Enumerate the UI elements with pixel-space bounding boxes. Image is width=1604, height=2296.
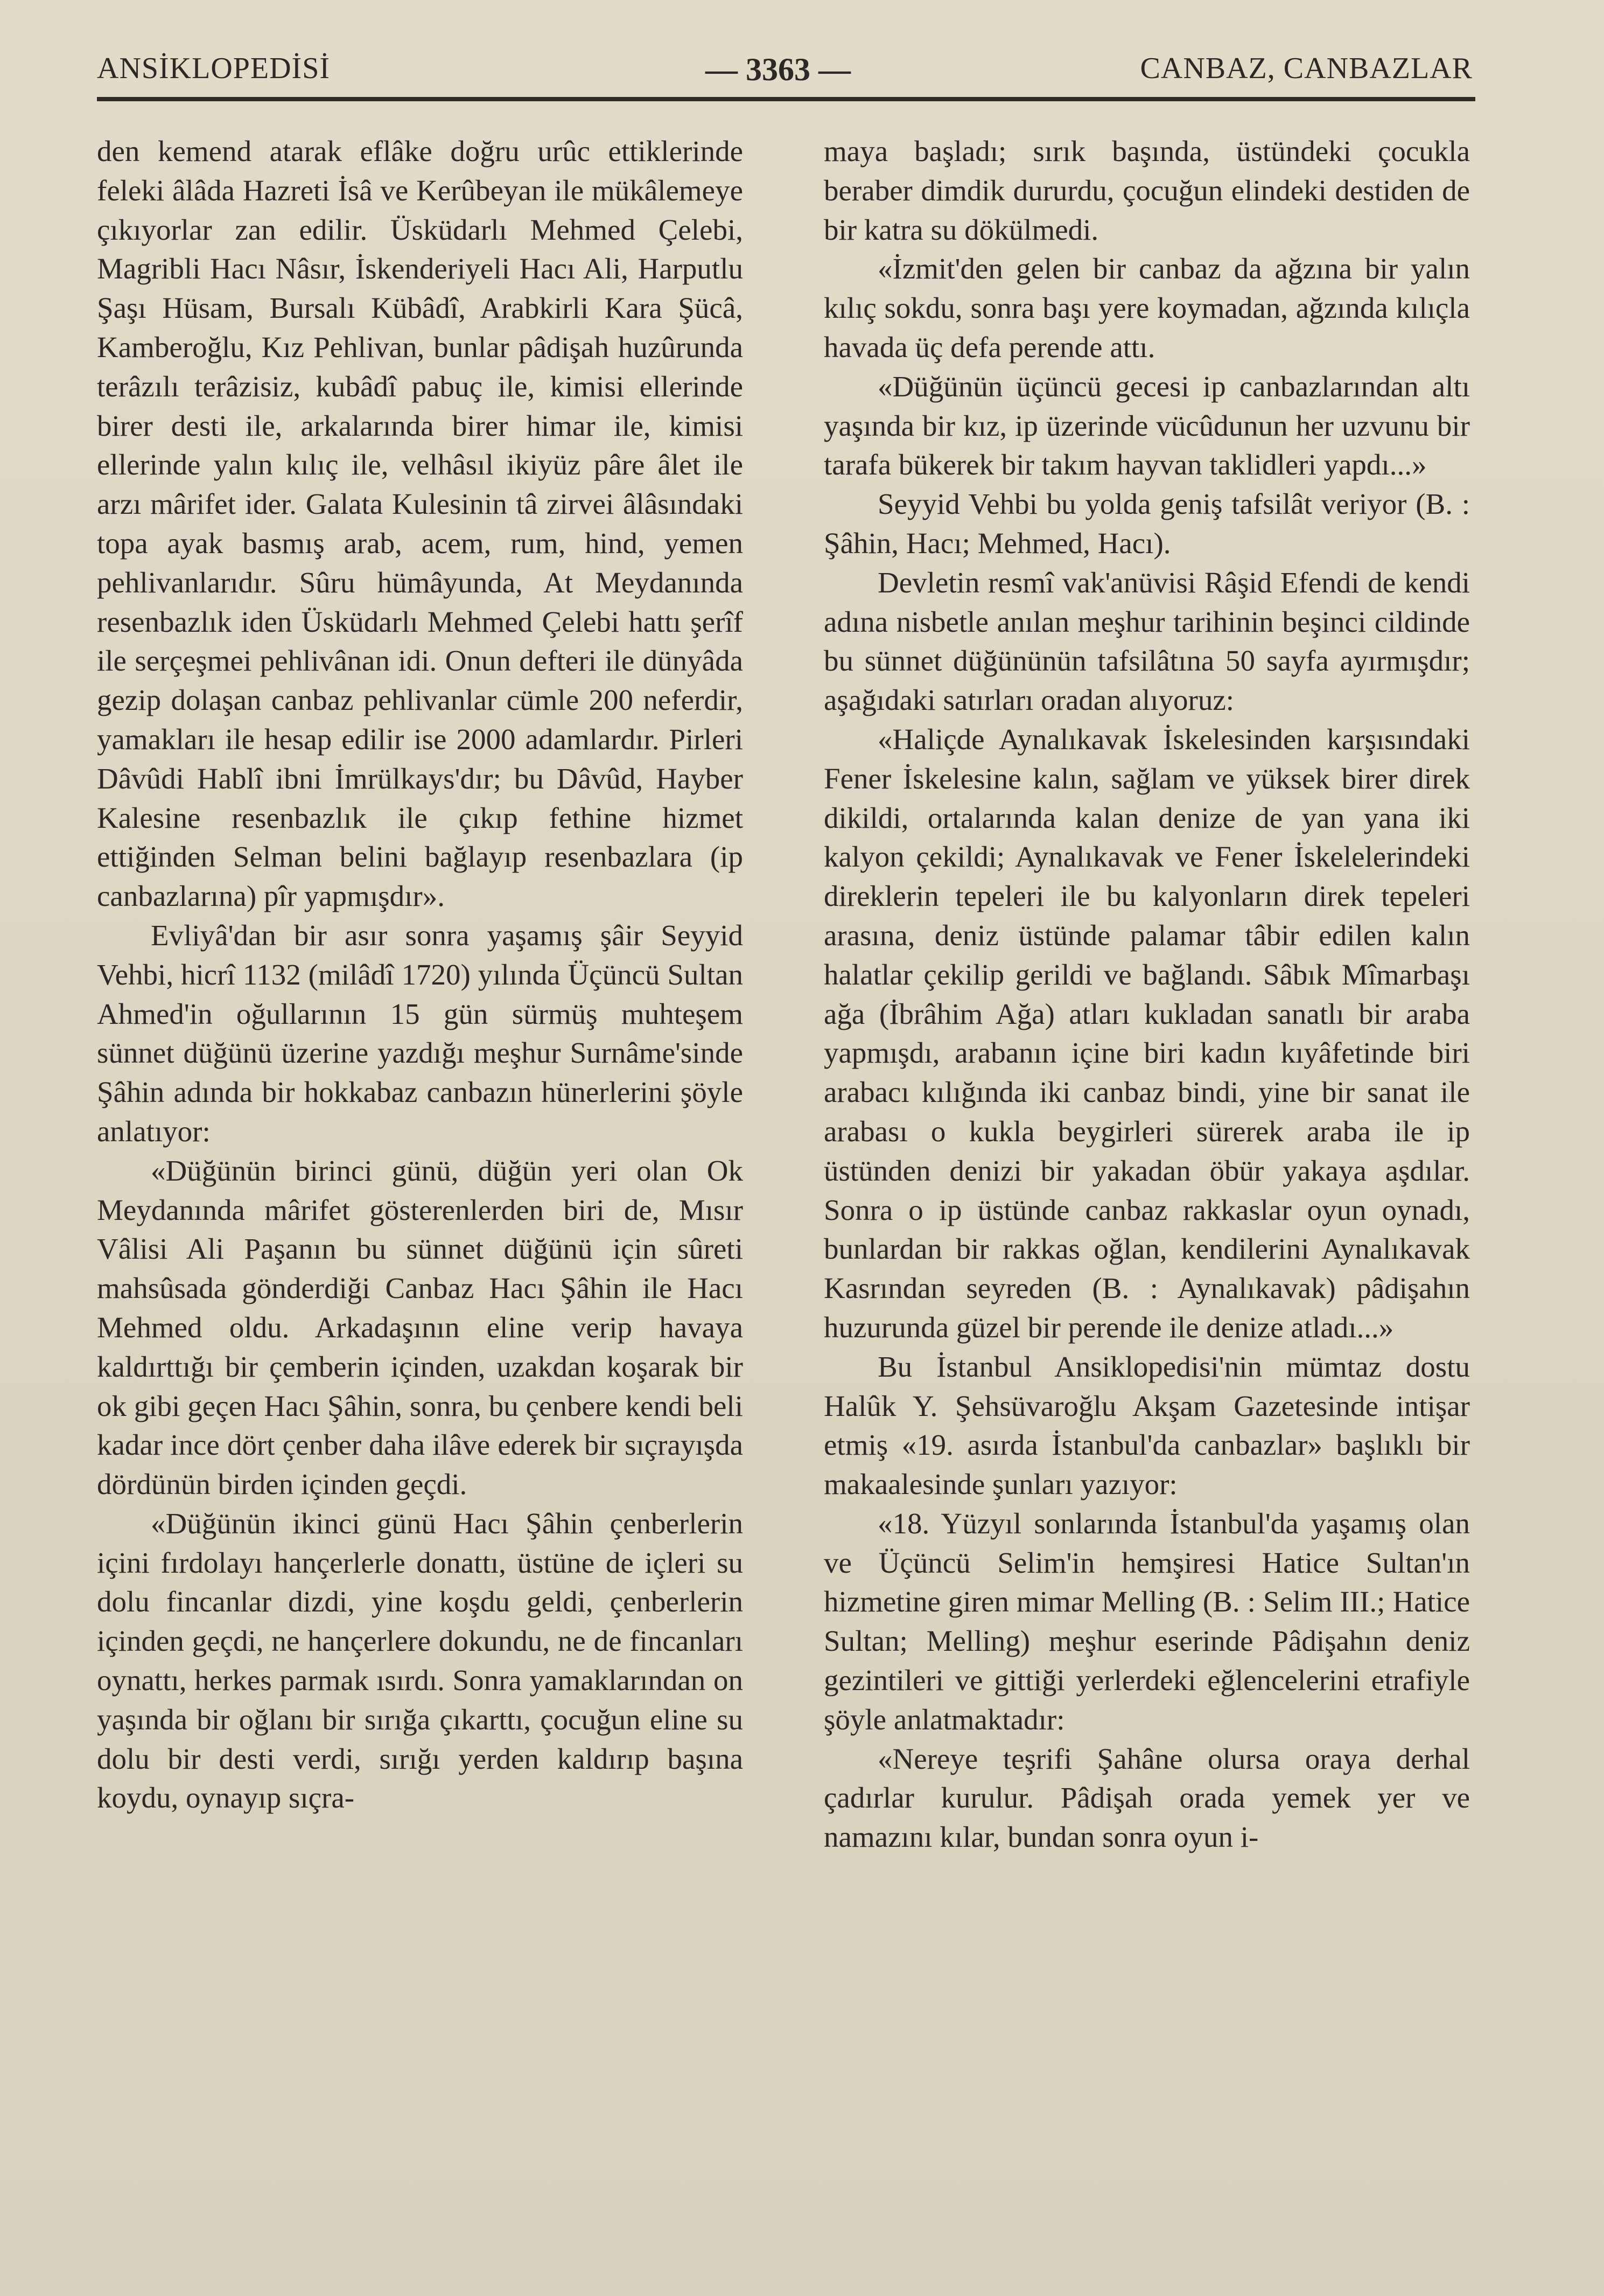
paragraph: den kemend atarak eflâke doğru urûc ettiklerinde feleki âlâda Hazreti İsâ ve Kerûbeyan ile mükâlemeye çıkıyorlar zan edilir. Üsküdarlı Mehmed Çelebi, Magribli Hacı Nâsır, İskenderiyeli Hacı Ali, Harputlu Şaşı Hüsam, Bursalı Kübâdî, Arabkirli Kara Şücâ, Kamberoğlu, Kız Pehlivan, bunlar pâdişah huzûrunda terâzılı terâzisiz, kubâdî pabuç ile, kimisi ellerinde birer desti ile, arkalarında birer himar ile, kimisi ellerinde yalın kılıç ile, velhâsıl ikiyüz pâre âlet ile arzı mârifet ider. Galata Kulesinin tâ zirvei âlâsındaki topa ayak basmış arab, acem, rum, hind, yemen pehlivanlarıdır. Sûru hümâyunda, At Meydanında resenbazlık iden Üsküdarlı Mehmed Çelebi hattı şerîf ile serçeşmei pehlivânan idi. Onun defteri ile dünyâda gezip dolaşan canbaz pehlivanlar cümle 200 neferdir, yamakları ile hesap edilir ise 2000 adamlardır. Pirleri Dâvûdi Hablî ibni İmrülkays'dır; bu Dâvûd, Hayber Kalesine resenbazlık ile çıkıp fethine hizmet ettiğinden Selman belini bağlayıp resenbazlara (ip canbazlarına) pîr yapmışdır». bbox=[97, 135, 743, 913]
header-publication-title: ANSİKLOPEDİSİ bbox=[97, 52, 330, 85]
paragraph: «18. Yüzyıl sonlarında İstanbul'da yaşamış olan ve Üçüncü Selim'in hemşiresi Hatice Sultan'ın hizmetine giren mimar Melling (B. : Selim III.; Hatice Sultan; Melling) meşhur eserinde Pâdişahın deniz gezintileri ve gittiği yerlerdeki eğlencelerini etrafiyle şöyle anlatmaktadır: bbox=[824, 1506, 1470, 1736]
paragraph: «Düğünün ikinci günü Hacı Şâhin çenberlerin içini fırdolayı hançerlerle donattı, üstüne de içleri su dolu fincanlar dizdi, yine koşdu geldi, çenberlerin içinden geçdi, ne hançerlere dokundu, ne de fincanları oynattı, herkes parmak ısırdı. Sonra yamaklarından on yaşında bir oğlanı bir sırığa çıkarttı, çocuğun eline su dolu bir desti verdi, sırığı yerden kaldırıp başına koydu, oynayıp sıçra- bbox=[97, 1506, 743, 1815]
paragraph: «Düğünün üçüncü gecesi ip canbazlarından altı yaşında bir kız, ip üzerinde vücûdunun her uzvunu bir tarafa bükerek bir takım hayvan taklidleri yapdı...» bbox=[824, 369, 1470, 481]
running-header bbox=[97, 51, 1473, 100]
page-number: — 3363 — bbox=[705, 52, 851, 87]
paragraph: Bu İstanbul Ansiklopedisi'nin mümtaz dostu Halûk Y. Şehsüvaroğlu Akşam Gazetesinde intişar etmiş «19. asırda İstanbul'da canbazlar» başlıklı bir makaalesinde şunları yazıyor: bbox=[824, 1350, 1470, 1501]
paragraph: «Düğünün birinci günü, düğün yeri olan Ok Meydanında mârifet gösterenlerden biri de, Mısır Vâlisi Ali Paşanın bu sünnet düğünü için sûreti mahsûsada gönderdiği Canbaz Hacı Şâhin ile Hacı Mehmed oldu. Arkadaşının eline verip havaya kaldırttığı bir çemberin içinden, uzakdan koşarak bir ok gibi geçen Hacı Şâhin, sonra, bu çenbere kendi beli kadar ince dört çenber daha ilâve ederek bir sıçrayışda dördünün birden içinden geçdi. bbox=[97, 1154, 743, 1501]
paragraph: «Haliçde Aynalıkavak İskelesinden karşısındaki Fener İskelesine kalın, sağlam ve yüksek birer direk dikildi, ortalarında kalan denize de yan yana iki kalyon çekildi; Aynalıkavak ve Fener İskelelerindeki direklerin tepeleri ile bu kalyonların direk tepeleri arasına, deniz üstünde palamar tâbir edilen kalın halatlar çekilip gerildi ve bağlandı. Sâbık Mîmarbaşı ağa (İbrâhim Ağa) atları kukladan sanatlı bir araba yapmışdı, arabanın içine biri kadın kıyâfetinde biri arabacı kılığında iki canbaz bindi, yine bir sanat ile arabası o kukla beygirleri sürerek araba ile ip üstünden denizi bir yakadan öbür yakaya aşdılar. Sonra o ip üstünde canbaz rakkaslar oyun oynadı, bunlardan bir rakkas oğlan, kendilerini Aynalıkavak Kasrından seyreden (B. : Aynalıkavak) pâdişahın huzurunda güzel bir perende ile denize atladı...» bbox=[824, 722, 1470, 1344]
paragraph: «Nereye teşrifi Şahâne olursa oraya derhal çadırlar kurulur. Pâdişah orada yemek yer ve namazını kılar, bundan sonra oyun i- bbox=[824, 1742, 1470, 1854]
header-entry-title: CANBAZ, CANBAZLAR bbox=[1140, 52, 1473, 85]
paragraph: Devletin resmî vak'anüvisi Râşid Efendi de kendi adına nisbetle anılan meşhur tarihinin beşinci cildinde bu sünnet düğününün tafsilâtına 50 sayfa ayırmışdır; aşağıdaki satırları oradan alıyoruz: bbox=[824, 566, 1470, 717]
paragraph: maya başladı; sırık başında, üstündeki çocukla beraber dimdik dururdu, çocuğun elindeki destiden de bir katra su dökülmedi. bbox=[824, 135, 1470, 246]
header-rule bbox=[97, 97, 1475, 101]
left-column bbox=[97, 132, 743, 1818]
paragraph: Seyyid Vehbi bu yolda geniş tafsilât veriyor (B. : Şâhin, Hacı; Mehmed, Hacı). bbox=[824, 487, 1470, 560]
paragraph: «İzmit'den gelen bir canbaz da ağzına bir yalın kılıç sokdu, sonra başı yere koymadan, ağzında kılıçla havada üç defa perende attı. bbox=[824, 252, 1470, 364]
right-column bbox=[824, 132, 1470, 1857]
paragraph: Evliyâ'dan bir asır sonra yaşamış şâir Seyyid Vehbi, hicrî 1132 (milâdî 1720) yılında Üçüncü Sultan Ahmed'in oğullarının 15 gün sürmüş muhteşem sünnet düğünü üzerine yazdığı meşhur Surnâme'sinde Şâhin adında bir hokkabaz canbazın hünerlerini şöyle anlatıyor: bbox=[97, 918, 743, 1148]
